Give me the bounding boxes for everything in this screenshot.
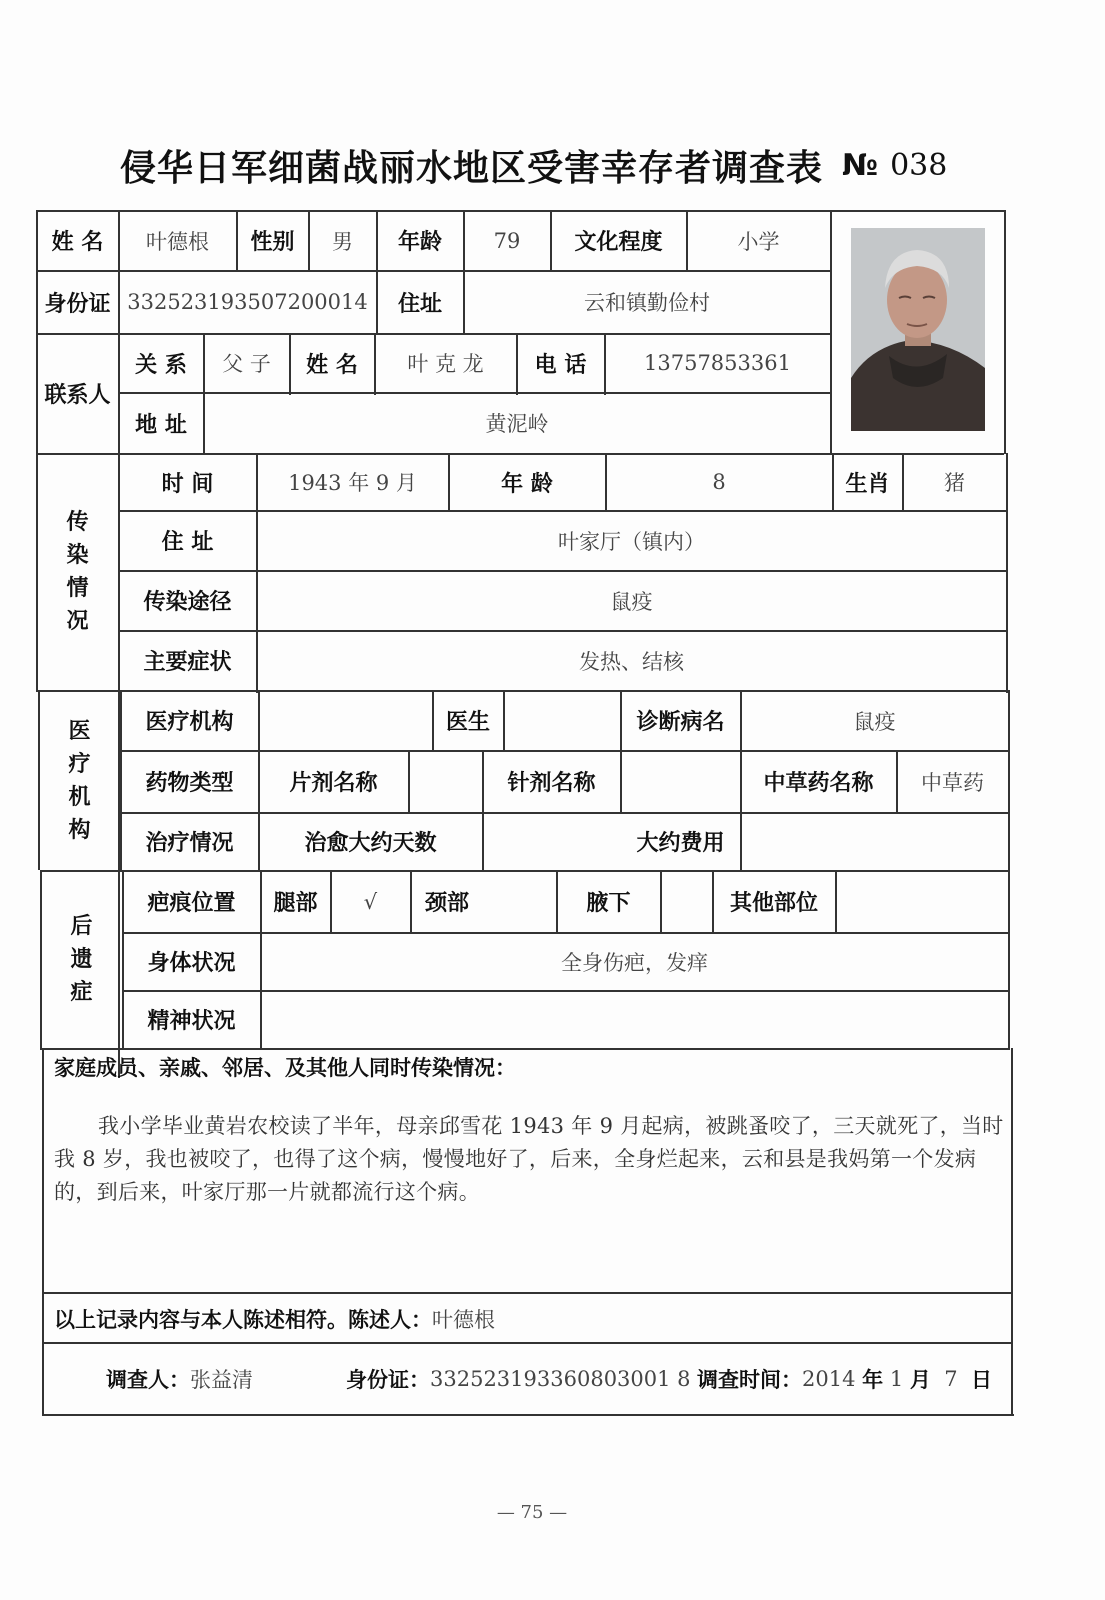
other-value	[836, 871, 1008, 932]
form-title: 侵华日军细菌战丽水地区受害幸存者调查表	[120, 148, 824, 189]
serial-prefix: №	[842, 148, 879, 183]
infection-address-label: 住 址	[161, 530, 214, 555]
symptoms-label: 主要症状	[143, 650, 232, 675]
survey-day: 7	[944, 1367, 958, 1391]
injection-value	[621, 751, 740, 812]
leg-label: 腿部	[273, 891, 318, 916]
treatment-label: 治疗情况	[145, 831, 234, 856]
contact-name-value: 叶 克 龙	[407, 352, 484, 376]
id-label: 身份证	[44, 291, 111, 317]
education-value: 小学	[737, 229, 780, 254]
education-label: 文化程度	[574, 230, 663, 255]
tablet-label: 片剂名称	[289, 771, 378, 796]
serial-number	[842, 148, 947, 183]
institution-label: 医疗机构	[145, 710, 234, 735]
route-label: 传染途径	[143, 590, 232, 615]
investigator-name: 张益清	[190, 1368, 253, 1392]
investigator-id-value: 332523193360803001 8	[430, 1367, 691, 1391]
narrative-heading: 家庭成员、亲戚、邻居、及其他人同时传染情况：	[54, 1056, 516, 1080]
herbal-value: 中草药	[921, 770, 984, 795]
age-label: 年龄	[397, 230, 442, 255]
cure-days-label: 治愈大约天数	[304, 831, 437, 856]
cost-label: 大约费用	[636, 831, 725, 856]
gender-label: 性别	[250, 230, 295, 255]
medical-section-label: 医 疗 机 构	[68, 718, 91, 843]
contact-address-label: 地 址	[135, 412, 187, 438]
cure-days-value	[483, 813, 620, 870]
investigator-label: 调查人：	[106, 1368, 190, 1392]
scar-label: 疤痕位置	[147, 891, 236, 916]
investigator-id-label: 身份证：	[346, 1368, 430, 1392]
neck-label: 颈部	[424, 891, 469, 916]
doctor-value	[504, 691, 620, 750]
phone-value: 13757853361	[644, 351, 791, 375]
address-value: 云和镇勤俭村	[584, 291, 710, 315]
name-label: 姓 名	[51, 230, 104, 255]
infection-address-value: 叶家厅（镇内）	[558, 529, 705, 554]
diagnosis-value: 鼠疫	[853, 709, 896, 734]
survey-month: 1	[889, 1367, 904, 1391]
infection-age-label: 年 龄	[501, 471, 553, 497]
gender-value: 男	[332, 229, 353, 254]
doctor-label: 医生	[445, 710, 490, 735]
other-label: 其他部位	[729, 891, 818, 916]
institution-value	[259, 691, 432, 750]
armpit-label: 腋下	[586, 891, 631, 916]
name-value: 叶德根	[146, 229, 209, 254]
sequelae-section-label: 后 遗 症	[70, 914, 93, 1005]
diagnosis-label: 诊断病名	[636, 710, 725, 735]
infection-section-label: 传 染 情 况	[66, 510, 89, 634]
contact-section-label: 联系人	[44, 383, 111, 408]
drug-type-label: 药物类型	[145, 771, 234, 796]
narrative-text: 我小学毕业黄岩农校读了半年，母亲邱雪花 1943 年 9 月起病，被跳蚤咬了，三天就死了，当时我 8 岁，我也被咬了，也得了这个病，慢慢地好了，后来，全身烂起来，云和县是我妈第一个发病的，到后来，叶家厅那一片就都流行这个病。	[54, 1114, 1004, 1204]
injection-label: 针剂名称	[507, 771, 596, 796]
cost-value	[741, 813, 1008, 870]
route-value: 鼠疫	[610, 589, 653, 614]
phone-label: 电 话	[534, 352, 587, 378]
body-condition-value: 全身伤疤，发痒	[561, 950, 708, 975]
zodiac-value: 猪	[944, 471, 965, 495]
contact-name-label: 姓 名	[306, 352, 358, 378]
age-value: 79	[493, 228, 521, 253]
body-condition-label: 身体状况	[147, 951, 236, 976]
leg-checkmark: √	[363, 889, 378, 914]
zodiac-label: 生肖	[845, 471, 890, 497]
serial-value: 038	[890, 148, 948, 183]
neck-value	[484, 871, 556, 932]
infection-age-value: 8	[712, 470, 726, 494]
statement-line	[54, 1302, 495, 1336]
survey-date: 调查时间： 2014 年 1 月 7 日	[697, 1362, 992, 1396]
id-value: 332523193507200014	[127, 290, 368, 314]
mental-condition-label: 精神状况	[147, 1009, 236, 1034]
tablet-value	[409, 751, 482, 812]
investigator-id	[346, 1362, 691, 1396]
survey-year: 2014	[802, 1367, 856, 1391]
herbal-label: 中草药名称	[763, 771, 874, 796]
relation-label: 关 系	[135, 352, 187, 378]
statement-name: 叶德根	[432, 1308, 495, 1332]
symptoms-value: 发热、结核	[579, 649, 684, 674]
address-label: 住址	[397, 291, 442, 317]
mental-condition-value	[261, 991, 1008, 1048]
armpit-value	[661, 871, 712, 932]
page-number: — 75 —	[496, 1502, 568, 1523]
contact-address-value: 黄泥岭	[485, 412, 549, 436]
relation-value: 父 子	[222, 352, 271, 376]
infection-time-label: 时 间	[161, 471, 214, 497]
survey-date-label: 调查时间：	[697, 1368, 802, 1392]
investigator	[106, 1362, 253, 1396]
survivor-photo	[851, 228, 985, 431]
statement-label: 以上记录内容与本人陈述相符。陈述人：	[54, 1308, 432, 1332]
infection-time-value: 1943 年 9 月	[288, 471, 417, 495]
